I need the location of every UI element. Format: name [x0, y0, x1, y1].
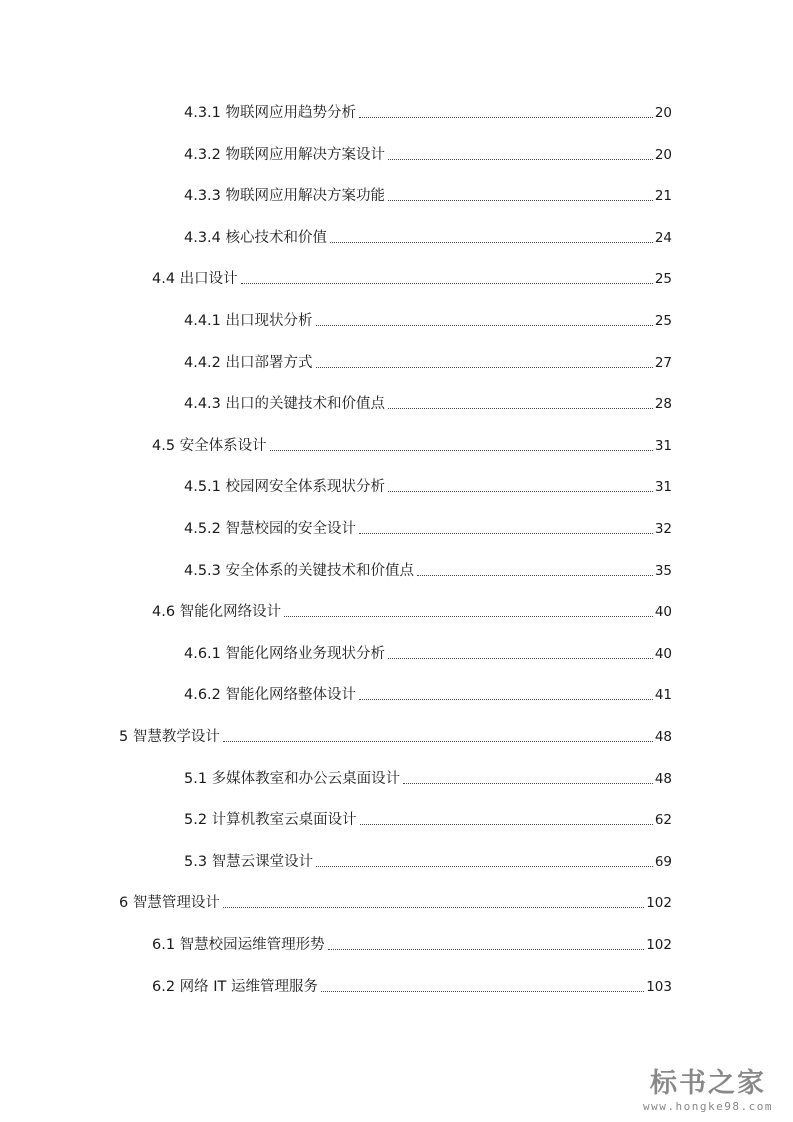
toc-dot-leader	[241, 282, 653, 284]
toc-entry-title: 4.6.2 智能化网络整体设计	[184, 687, 357, 703]
toc-dot-leader	[284, 615, 653, 617]
toc-page-number: 25	[654, 313, 672, 329]
toc-entry[interactable]	[184, 138, 672, 164]
toc-page-number: 103	[646, 979, 672, 995]
toc-page-number: 35	[654, 563, 672, 579]
toc-dot-leader	[360, 823, 653, 825]
toc-entry[interactable]	[184, 221, 672, 247]
toc-page-number: 24	[654, 230, 672, 246]
toc-entry[interactable]	[184, 387, 672, 413]
watermark-url: www.hongke98.com	[643, 1100, 773, 1113]
toc-page-number: 32	[654, 521, 672, 537]
toc-page-number: 62	[654, 812, 672, 828]
toc-entry-title: 6 智慧管理设计	[119, 895, 220, 911]
toc-entry[interactable]	[184, 179, 672, 205]
toc-dot-leader	[321, 990, 644, 992]
toc-dot-leader	[359, 532, 653, 534]
toc-entry-title: 4.4.1 出口现状分析	[184, 313, 313, 329]
toc-entry[interactable]	[184, 512, 672, 538]
toc-entry[interactable]	[184, 304, 672, 330]
toc-dot-leader	[328, 948, 645, 950]
toc-page-number: 20	[654, 147, 672, 163]
toc-entry[interactable]	[184, 637, 672, 663]
toc-entry-title: 5.3 智慧云课堂设计	[184, 854, 314, 870]
toc-page-number: 40	[654, 604, 672, 620]
toc-dot-leader	[359, 116, 653, 118]
toc-entry[interactable]	[184, 678, 672, 704]
toc-entry[interactable]	[152, 262, 672, 288]
toc-dot-leader	[388, 199, 653, 201]
toc-entry-title: 5.2 计算机教室云桌面设计	[184, 812, 357, 828]
toc-entry[interactable]	[184, 470, 672, 496]
toc-page-number: 41	[654, 687, 672, 703]
toc-dot-leader	[270, 449, 653, 451]
toc-dot-leader	[388, 490, 653, 492]
toc-page-number: 69	[654, 854, 672, 870]
toc-entry-title: 5.1 多媒体教室和办公云桌面设计	[184, 771, 401, 787]
toc-entry-title: 4.4 出口设计	[152, 271, 238, 287]
toc-page-number: 31	[654, 479, 672, 495]
toc-page-number: 28	[654, 396, 672, 412]
toc-entry-title: 6.1 智慧校园运维管理形势	[152, 937, 325, 953]
watermark-logo	[633, 1068, 783, 1114]
toc-dot-leader	[330, 241, 653, 243]
toc-entry-title: 4.5 安全体系设计	[152, 438, 267, 454]
toc-entry[interactable]	[152, 429, 672, 455]
toc-entry-title: 4.5.2 智慧校园的安全设计	[184, 521, 357, 537]
toc-entry-title: 4.5.3 安全体系的关键技术和价值点	[184, 563, 415, 579]
toc-entry[interactable]	[152, 970, 672, 996]
toc-entry[interactable]	[184, 346, 672, 372]
toc-page-number: 102	[646, 895, 672, 911]
toc-dot-leader	[388, 407, 653, 409]
toc-entry[interactable]	[152, 595, 672, 621]
toc-dot-leader	[316, 366, 653, 368]
toc-entry-title: 4.4.3 出口的关键技术和价值点	[184, 396, 386, 412]
toc-entry[interactable]	[184, 803, 672, 829]
toc-entry[interactable]	[119, 886, 672, 912]
toc-dot-leader	[417, 574, 653, 576]
toc-entry-title: 4.6.1 智能化网络业务现状分析	[184, 646, 386, 662]
toc-entry[interactable]	[152, 928, 672, 954]
toc-page-number: 48	[654, 771, 672, 787]
toc-page-number: 48	[654, 729, 672, 745]
toc-entry-title: 4.6 智能化网络设计	[152, 604, 282, 620]
toc-page-number: 20	[654, 105, 672, 121]
toc-entry[interactable]	[184, 554, 672, 580]
toc-entry-title: 4.3.1 物联网应用趋势分析	[184, 105, 357, 121]
toc-entry-title: 4.3.4 核心技术和价值	[184, 230, 328, 246]
toc-entry[interactable]	[184, 762, 672, 788]
toc-dot-leader	[388, 158, 653, 160]
toc-page-number: 25	[654, 271, 672, 287]
toc-entry-title: 6.2 网络 IT 运维管理服务	[152, 979, 319, 995]
toc-entry[interactable]	[184, 96, 672, 122]
toc-dot-leader	[223, 740, 653, 742]
toc-dot-leader	[359, 698, 653, 700]
toc-dot-leader	[316, 865, 653, 867]
toc-dot-leader	[223, 906, 644, 908]
toc-entry-title: 4.5.1 校园网安全体系现状分析	[184, 479, 386, 495]
toc-entry[interactable]	[119, 720, 672, 746]
toc-entry-title: 5 智慧教学设计	[119, 729, 220, 745]
toc-page-number: 31	[654, 438, 672, 454]
watermark-brand: 标书之家	[650, 1068, 766, 1099]
toc-entry-title: 4.4.2 出口部署方式	[184, 355, 313, 371]
toc-entry-title: 4.3.3 物联网应用解决方案功能	[184, 188, 386, 204]
toc-page-number: 102	[646, 937, 672, 953]
toc-dot-leader	[403, 782, 653, 784]
toc-dot-leader	[316, 324, 653, 326]
toc-page-number: 27	[654, 355, 672, 371]
toc-page-number: 21	[654, 188, 672, 204]
toc-page-number: 40	[654, 646, 672, 662]
toc-dot-leader	[388, 657, 653, 659]
toc-entry[interactable]	[184, 845, 672, 871]
toc-entry-title: 4.3.2 物联网应用解决方案设计	[184, 147, 386, 163]
